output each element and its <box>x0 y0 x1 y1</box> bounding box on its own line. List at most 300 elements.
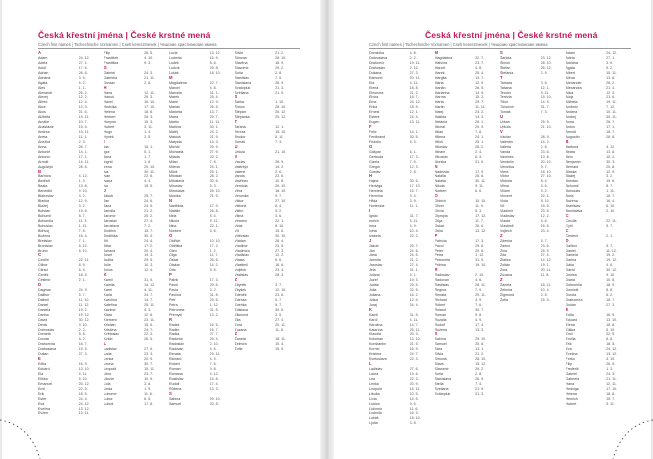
first-name: Simona <box>434 357 447 362</box>
first-name: D <box>565 238 569 243</box>
name-day-date: 27. 3. <box>606 302 616 307</box>
name-day-date: 9. 11. <box>475 184 484 189</box>
first-name: Břetislav <box>38 238 52 243</box>
name-day-date: 22. 5. <box>606 332 616 337</box>
name-day-date: 5. 2. <box>78 80 86 85</box>
first-name: Koloman <box>369 337 384 342</box>
first-name: František <box>103 55 119 60</box>
first-name: Daniel <box>38 302 49 307</box>
first-name: Dobroslav <box>38 327 55 332</box>
name-day-date: 1. 3. <box>606 367 614 371</box>
first-name: Viktorie <box>234 204 247 208</box>
name-day-date: 3. 5. <box>144 134 152 139</box>
first-name: Alexandr <box>38 90 53 95</box>
names-column <box>435 51 501 441</box>
name-day-date: 30. 7. <box>475 307 485 312</box>
name-day-date: 5. 10. <box>78 376 88 381</box>
name-day-date: 13. 10. <box>606 317 618 322</box>
first-name: Radovan <box>434 278 449 283</box>
first-name: Mária <box>434 80 444 85</box>
name-day-date: 19. 1. <box>540 263 550 268</box>
first-name: Zdeňka <box>234 302 247 307</box>
first-name: Augustín <box>565 134 580 139</box>
name-day-date: 6. 4. <box>78 268 86 273</box>
name-day-date: 9. 3. <box>144 60 152 65</box>
name-day-date: 12. 1. <box>540 85 550 90</box>
name-day-date: 22. 7. <box>475 55 485 60</box>
first-name: Kateřina <box>103 302 117 307</box>
first-name: Ludmila <box>169 55 182 60</box>
first-name: Iva <box>103 169 109 174</box>
first-name: Jela <box>369 268 376 273</box>
first-name: Lea <box>369 376 375 381</box>
first-name: Blanka <box>38 199 49 204</box>
first-name: Soňa <box>434 371 443 376</box>
first-name: Eduard <box>38 367 50 371</box>
first-name: Viktória <box>500 179 512 184</box>
name-day-date: 3. 9. <box>606 60 614 65</box>
name-day-date: 4. 3. <box>144 307 152 312</box>
name-day-date: 24. 6. <box>144 199 154 204</box>
name-day-date: 28. 8. <box>606 134 616 139</box>
name-day-date: 17. 12. <box>475 213 487 218</box>
name-day-date: 7. 3. <box>275 139 283 144</box>
first-name: Miloslava <box>169 179 184 184</box>
first-name: Gregor <box>369 164 381 169</box>
first-name: Helena <box>565 391 577 396</box>
first-name: Zuzana <box>500 273 512 278</box>
first-name: Gabriel <box>103 70 116 75</box>
first-name: Silvie <box>234 51 244 55</box>
name-day-date: 30. 7. <box>144 362 154 366</box>
first-name: Sláva <box>434 362 444 366</box>
name-day-date: 23. 5. <box>275 243 285 248</box>
name-day-date: 11. 1. <box>409 204 419 208</box>
name-day-date: 24. 5. <box>144 204 154 208</box>
first-name: Sára <box>434 347 443 352</box>
name-day-date: 25. 12. <box>275 115 287 120</box>
name-day-date: 12. 11. <box>144 90 155 95</box>
first-name: Tereza <box>234 130 246 134</box>
name-day-date: 3. 2. <box>78 194 86 199</box>
name-day-date: 11. 1. <box>78 134 88 139</box>
name-day-date: 24. 1. <box>475 134 485 139</box>
first-name: Ferko <box>565 357 575 362</box>
first-name: Oliver <box>434 204 444 208</box>
name-day-date: 8. 9. <box>78 263 86 268</box>
first-name: Viliam <box>500 189 510 194</box>
name-day-date: 14. 1. <box>78 149 88 154</box>
name-day-date: 4. 12. <box>606 144 616 149</box>
first-name: Dominik <box>565 288 579 292</box>
name-day-date: 14. 1. <box>409 130 419 134</box>
first-name: Viktor <box>234 199 244 204</box>
name-day-date: 31. 5. <box>475 258 485 263</box>
name-day-date: 25. 8. <box>209 65 219 70</box>
first-name: Terézia <box>500 95 512 100</box>
first-name: Luboš <box>103 401 114 406</box>
first-name: Bohdan <box>38 209 51 213</box>
name-day-date: 24. 2. <box>475 110 485 115</box>
name-row <box>104 402 170 407</box>
name-day-date: 24. 4. <box>78 396 88 401</box>
first-name: Hilda <box>369 199 378 204</box>
name-day-date: 24. 4. <box>409 302 419 307</box>
name-day-date: 23. 7. <box>144 371 154 376</box>
first-name: Lenka <box>103 357 114 362</box>
name-day-date: 19. 3. <box>144 253 154 258</box>
header-rule <box>369 48 631 49</box>
first-name: Milena <box>169 164 180 169</box>
first-name: M <box>169 75 173 80</box>
name-day-date: 20. 11. <box>409 75 421 80</box>
name-day-date: 22. 11. <box>78 258 90 263</box>
name-day-date: 1. 1. <box>78 85 86 90</box>
first-name: Michaela <box>169 149 184 154</box>
first-name: Havel <box>103 100 113 105</box>
first-name: C <box>38 253 42 258</box>
name-day-date: 24. 12. <box>606 51 618 55</box>
name-day-date: 8. 8. <box>606 337 614 342</box>
first-name: Zora <box>500 268 508 273</box>
first-name: Hanuš <box>103 95 114 100</box>
first-name: Róbert <box>434 302 446 307</box>
first-name: Radoslav <box>434 273 450 278</box>
first-name: Oldrich <box>434 199 446 204</box>
first-name: Oskar <box>434 223 445 228</box>
name-day-date <box>79 170 104 174</box>
name-day-date: 31. 5. <box>209 307 219 312</box>
name-day-date: 20. 8. <box>209 401 219 406</box>
name-day-date: 10. 4. <box>540 288 550 292</box>
name-day-date <box>144 140 169 144</box>
name-day-date <box>79 51 104 55</box>
name-day-date: 28. 10. <box>275 55 287 60</box>
name-day-date: 8. 6. <box>209 60 217 65</box>
name-day-date: 11. 6. <box>144 391 153 396</box>
first-name: Agáta <box>38 80 48 85</box>
first-name: Johana <box>103 248 116 253</box>
first-name: Radomír <box>169 337 183 342</box>
first-name: Adam <box>565 51 575 55</box>
first-name: J <box>103 189 106 194</box>
first-name: Jaromír <box>103 213 116 218</box>
first-name: U <box>500 115 504 120</box>
first-name: Ž <box>234 332 238 337</box>
first-name: Gustav <box>103 80 115 85</box>
first-name: K <box>103 273 107 278</box>
name-day-date: 21. 4. <box>606 85 616 90</box>
name-day-date <box>210 392 235 396</box>
first-name: Radovan <box>169 347 184 352</box>
name-day-date: 28. 10. <box>540 60 552 65</box>
name-day-date: 19. 5. <box>144 184 154 189</box>
first-name: Blanka <box>565 169 577 174</box>
name-day-date: 6. 10. <box>78 248 88 253</box>
first-name: Libuše <box>103 376 115 381</box>
name-day-date: 7. 12. <box>606 105 616 110</box>
first-name: Julius <box>103 268 113 273</box>
name-day-date: 5. 3. <box>475 209 483 213</box>
name-day-date <box>144 66 169 70</box>
first-name: Čeněk <box>38 273 49 278</box>
name-day-date <box>475 234 500 238</box>
first-name: Kristián <box>103 322 116 327</box>
name-day-date: 9. 2. <box>275 209 283 213</box>
name-day-date: 22. 1. <box>209 223 219 228</box>
first-name: Vavřinec <box>234 179 249 184</box>
first-name: Stella <box>434 381 444 386</box>
first-name: Monika <box>434 159 447 164</box>
first-name: Oleg <box>169 248 177 253</box>
first-name: Františka <box>103 60 119 65</box>
name-day-date: 24. 4. <box>144 238 154 243</box>
first-name: Jindřiška <box>103 233 118 238</box>
name-day-date: 9. 8. <box>209 367 217 371</box>
first-name: Štefánia <box>500 70 514 75</box>
first-name: Z <box>234 278 238 283</box>
first-name: T <box>500 75 503 80</box>
first-name: Jiří <box>103 238 109 243</box>
name-day-date: 13. 3. <box>475 327 485 332</box>
name-day-date: 2. 4. <box>475 149 483 154</box>
first-name: Hugo <box>103 130 113 134</box>
name-day-date: 30. 1. <box>209 125 219 129</box>
first-name: Aleš <box>38 85 45 90</box>
first-name: Slavomír <box>234 65 249 70</box>
first-name: Stanislav <box>234 75 250 80</box>
name-day-date: 4. 11. <box>409 317 419 322</box>
first-name: B <box>565 139 569 144</box>
first-name: Andrej <box>565 115 576 120</box>
name-day-date: 14. 12. <box>144 283 156 287</box>
first-name: Vincenc <box>234 218 248 223</box>
names-column <box>500 51 566 441</box>
first-name: Marcel <box>434 65 446 70</box>
name-day-date: 1. 11. <box>78 223 88 228</box>
name-day-date: 1. 7. <box>144 154 152 159</box>
name-day-date: 10. 10. <box>475 199 487 204</box>
first-name: E <box>38 357 41 362</box>
first-name: Božena <box>38 233 51 238</box>
name-day-date: 30. 12. <box>606 268 618 273</box>
header-rule <box>38 48 300 49</box>
name-day-date: 26. 5. <box>144 337 154 342</box>
first-name: Miloslav <box>434 144 448 149</box>
name-day-date: 25. 7. <box>409 243 419 248</box>
first-name: Norbert <box>169 228 181 233</box>
name-day-date: 3. 6. <box>275 213 283 218</box>
name-day-date: 4. 6. <box>475 278 483 283</box>
first-name: R <box>434 268 438 273</box>
first-name: Vavrinec <box>500 154 514 159</box>
first-name: Libor <box>103 371 112 376</box>
first-name: Diana <box>565 278 575 283</box>
first-name: Anežka <box>38 139 50 144</box>
name-day-date: 7. 8. <box>475 130 483 134</box>
first-name: Dalibor <box>565 243 577 248</box>
name-day-date: 10. 7. <box>78 120 88 125</box>
name-day-date <box>606 214 631 218</box>
name-day-date: 13. 11. <box>78 411 90 416</box>
first-name: Roman <box>169 367 181 371</box>
name-row <box>435 392 501 397</box>
first-name: Jakub <box>103 194 114 199</box>
name-day-date: 12. 1. <box>409 110 419 115</box>
first-name: Veronika <box>500 164 514 169</box>
name-day-date: 7. 5. <box>275 75 283 80</box>
first-name: Benedikt <box>38 189 52 194</box>
name-day-date: 27. 6. <box>144 347 154 352</box>
name-day-date: 18. 7. <box>606 130 616 134</box>
first-name: Dominika <box>369 51 384 55</box>
name-day-date: 19. 6. <box>409 371 419 376</box>
name-day-date: 18. 10. <box>209 70 221 75</box>
name-day-date: 13. 12. <box>78 406 90 411</box>
first-name: Barbora <box>38 174 51 179</box>
name-day-date: 4. 6. <box>606 263 614 268</box>
name-day-date: 25. 1. <box>475 139 485 144</box>
names-column <box>369 51 435 441</box>
name-day-date: 27. 3. <box>409 70 419 75</box>
first-name: Libuša <box>369 391 380 396</box>
name-day-date: 8. 8. <box>78 332 86 337</box>
name-day-date: 30. 5. <box>275 307 285 312</box>
name-day-date: 11. 12. <box>78 302 90 307</box>
first-name: Michal <box>169 144 180 149</box>
name-day-date: 16. 7. <box>606 194 616 199</box>
name-day-date: 4. 4. <box>144 179 152 184</box>
name-day-date: 9. 7. <box>275 302 283 307</box>
first-name: Dominik <box>38 332 51 337</box>
name-day-date: 11. 7. <box>475 218 484 223</box>
first-name: Ž <box>500 278 503 283</box>
name-day-date: 19. 2. <box>78 307 88 312</box>
name-day-date: 8. 10. <box>275 223 285 228</box>
page-title: Česká křestní jména | České krstné mená <box>38 30 211 40</box>
name-day-date: 17. 10. <box>606 386 618 391</box>
first-name: Adriána <box>565 60 578 65</box>
name-day-date: 26. 12. <box>540 65 552 70</box>
name-day-date: 11. 8. <box>275 327 284 332</box>
name-day-date: 2. 1. <box>606 233 614 238</box>
name-day-date: 2. 9. <box>540 70 548 75</box>
name-day-date: 21. 2. <box>144 209 154 213</box>
name-day-date: 4. 10. <box>606 357 616 362</box>
first-name: Edita <box>38 362 47 366</box>
name-day-date: 13. 8. <box>606 75 616 80</box>
name-day-date: 29. 4. <box>209 337 219 342</box>
first-name: Arnold <box>565 130 576 134</box>
first-name: Natália <box>434 174 446 179</box>
first-name: Ingrid <box>103 159 113 164</box>
name-day-date: 21. 10. <box>275 149 287 154</box>
name-day-date: 27. 9. <box>209 149 219 154</box>
name-day-date: 6. 6. <box>275 258 283 263</box>
name-day-date: 18. 9. <box>606 283 616 287</box>
first-name: Bohumil <box>38 213 51 218</box>
first-name: Ela <box>38 371 44 376</box>
first-name: Š <box>500 51 503 55</box>
name-day-date: 1. 2. <box>209 248 217 253</box>
name-day-date: 21. 2. <box>409 90 419 95</box>
first-name: Ernest <box>369 110 380 115</box>
name-day-date <box>275 278 300 282</box>
first-name: Dorota <box>38 337 49 342</box>
first-name: Antonie <box>38 149 51 154</box>
first-name: Alexej <box>38 95 48 100</box>
name-day-date: 21. 2. <box>475 352 485 357</box>
first-name: V <box>234 154 238 159</box>
first-name: Linda <box>103 386 113 391</box>
name-day-date: 22. 1. <box>540 194 550 199</box>
first-name: Vojtěch <box>234 268 247 273</box>
first-name: Dorota <box>565 292 577 297</box>
first-name: Lubor <box>103 396 113 401</box>
first-name: Oldřiška <box>169 243 183 248</box>
name-day-date: 11. 3. <box>78 218 88 223</box>
name-day-date: 25. 1. <box>209 169 219 174</box>
name-day-date: 24. 1. <box>209 164 219 169</box>
first-name: Petronela <box>434 258 450 263</box>
first-name: Leona <box>103 362 114 366</box>
name-day-date: 22. 5. <box>78 386 88 391</box>
first-name: Oskar <box>169 258 179 263</box>
name-day-date: 26. 9. <box>275 80 285 85</box>
first-name: Vilma <box>234 213 244 218</box>
first-name: Cyril <box>565 223 573 228</box>
first-name: Marián <box>169 105 180 110</box>
page-subtitle: Czech first names | Tschechische Vornamen | Cseh keresztnevek | Чешские христианские имена <box>369 42 548 47</box>
name-day-date: 22. 2. <box>409 233 419 238</box>
name-day-date: 30. 6. <box>409 179 419 184</box>
first-name: Vilém <box>234 209 244 213</box>
name-day-date: 21. 5. <box>409 342 419 347</box>
name-day-date: 17. 1. <box>606 125 616 129</box>
name-day-date: 23. 12. <box>540 55 552 60</box>
name-day-date: 12. 9. <box>475 80 485 85</box>
first-name: Nataša <box>434 179 446 184</box>
name-day-date: 25. 4. <box>475 70 485 75</box>
name-day-date <box>210 234 235 238</box>
first-name: Gabriela <box>565 376 580 381</box>
first-name: Ester <box>38 396 47 401</box>
name-day-date: 17. 2. <box>209 243 219 248</box>
name-day-date: 18. 10. <box>275 189 287 194</box>
name-day-date: 29. 9. <box>209 144 219 149</box>
name-day-date: 13. 8. <box>606 149 616 154</box>
name-day-date: 15. 3. <box>144 120 154 125</box>
name-day-date <box>79 253 104 257</box>
first-name: Marcel <box>169 85 180 90</box>
first-name: Vilma <box>500 184 509 189</box>
name-day-date: 23. 5. <box>540 209 550 213</box>
first-name: Beáta <box>38 184 48 189</box>
first-name: Ema <box>369 100 377 105</box>
first-name: Nikola <box>434 184 445 189</box>
name-day-date <box>541 278 566 282</box>
first-name: Vladimír <box>234 243 248 248</box>
name-day-date: 5. 7. <box>275 297 283 302</box>
name-day-date: 13. 12. <box>475 228 487 233</box>
name-day-date: 16. 6. <box>540 223 550 228</box>
name-day-date: 5. 11. <box>409 218 419 223</box>
name-day-date: 7. 6. <box>209 362 217 366</box>
first-name: Eva <box>565 347 572 352</box>
first-name: Marta <box>169 115 179 120</box>
name-day-date: 25. 9. <box>540 248 550 253</box>
first-name: Ľubica <box>369 401 380 406</box>
